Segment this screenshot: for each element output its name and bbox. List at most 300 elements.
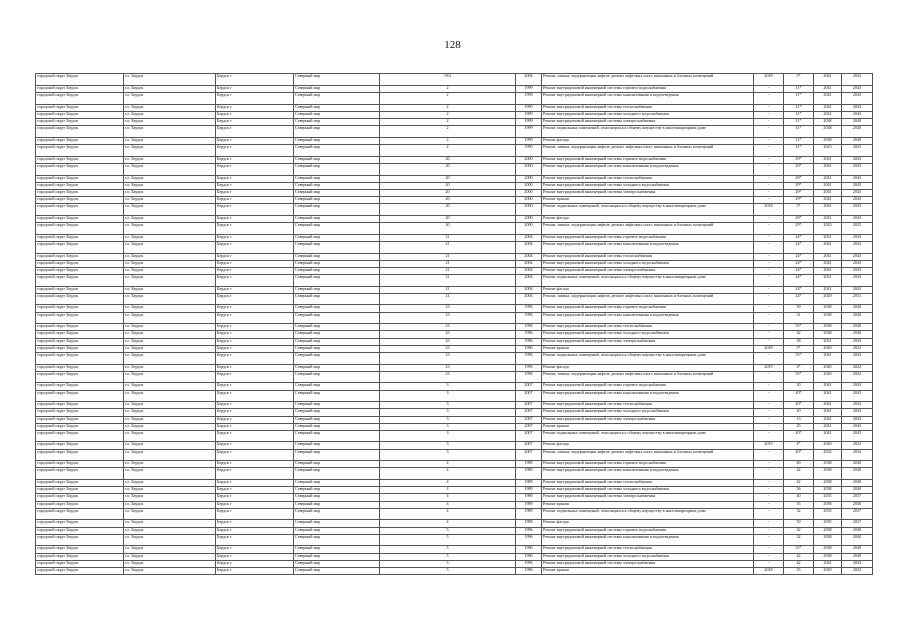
table-body bbox=[36, 74, 873, 575]
cell-street: Северный мкр bbox=[294, 345, 380, 352]
cell-house: 5 bbox=[380, 560, 516, 567]
cell-street: Северный мкр bbox=[294, 137, 380, 144]
table-row bbox=[36, 371, 873, 383]
cell-plan-end: 2043 bbox=[842, 260, 873, 267]
cell-year: 1999 bbox=[516, 111, 542, 118]
cell-settlement: г.о. Бердск bbox=[124, 520, 216, 527]
cell-wear: 31 bbox=[784, 312, 814, 324]
cell-plan-end: 2025 bbox=[842, 222, 873, 234]
cell-done-year: - bbox=[754, 286, 784, 293]
cell-year: 1989 bbox=[516, 487, 542, 494]
cell-municipality: городской округ Бердск bbox=[36, 409, 124, 416]
cell-done-year: - bbox=[754, 461, 784, 468]
cell-house: 3 bbox=[380, 423, 516, 430]
cell-plan-start: 2041 bbox=[814, 74, 842, 86]
cell-done-year: - bbox=[754, 215, 784, 222]
table-row bbox=[36, 312, 873, 324]
cell-plan-start: 2041 bbox=[814, 338, 842, 345]
cell-street: Северный мкр bbox=[294, 293, 380, 305]
cell-wear: 35 bbox=[784, 567, 814, 574]
cell-year: 2004 bbox=[516, 74, 542, 86]
cell-wear: 31* bbox=[784, 125, 814, 137]
cell-plan-end: 2040 bbox=[842, 137, 873, 144]
cell-street: Северный мкр bbox=[294, 331, 380, 338]
cell-plan-start: 2041 bbox=[814, 189, 842, 196]
cell-year: 2000 bbox=[516, 189, 542, 196]
cell-municipality: городской округ Бердск bbox=[36, 461, 124, 468]
cell-settlement: г.о. Бердск bbox=[124, 137, 216, 144]
cell-wear: 42 bbox=[784, 468, 814, 480]
cell-municipality: городской округ Бердск bbox=[36, 371, 124, 383]
cell-work-type: Ремонт внутридомовой инженерной системы теплоснабжения bbox=[542, 175, 754, 182]
cell-work-type: Ремонт внутридомовой инженерной системы канализования и водоотведения bbox=[542, 534, 754, 546]
cell-year: 1999 bbox=[516, 104, 542, 111]
cell-settlement: г.о. Бердск bbox=[124, 293, 216, 305]
table-row bbox=[36, 501, 873, 508]
cell-wear: 24* bbox=[784, 293, 814, 305]
cell-settlement: г.о. Бердск bbox=[124, 560, 216, 567]
cell-work-type: Ремонт фасада bbox=[542, 286, 754, 293]
cell-locality: Бердск г bbox=[216, 423, 294, 430]
table-row bbox=[36, 267, 873, 274]
cell-wear: 20* bbox=[784, 390, 814, 402]
cell-street: Северный мкр bbox=[294, 560, 380, 567]
cell-done-year: - bbox=[754, 546, 784, 553]
cell-year: 1996 bbox=[516, 553, 542, 560]
cell-done-year: - bbox=[754, 144, 784, 156]
cell-work-type: Ремонт внутридомовой инженерной системы канализования и водоотведения bbox=[542, 390, 754, 402]
cell-house: 4 bbox=[380, 487, 516, 494]
table-row bbox=[36, 215, 873, 222]
cell-plan-start: 2038 bbox=[814, 305, 842, 312]
cell-done-year: - bbox=[754, 253, 784, 260]
table-row bbox=[36, 274, 873, 286]
cell-settlement: г.о. Бердск bbox=[124, 111, 216, 118]
cell-municipality: городской округ Бердск bbox=[36, 508, 124, 520]
cell-locality: Бердск г bbox=[216, 364, 294, 371]
cell-street: Северный мкр bbox=[294, 111, 380, 118]
cell-plan-end: 2040 bbox=[842, 312, 873, 324]
cell-locality: Бердск г bbox=[216, 215, 294, 222]
table-row bbox=[36, 125, 873, 137]
cell-municipality: городской округ Бердск bbox=[36, 125, 124, 137]
cell-year: 2000 bbox=[516, 203, 542, 215]
cell-done-year: - bbox=[754, 423, 784, 430]
cell-wear: 50 bbox=[784, 520, 814, 527]
cell-done-year: - bbox=[754, 104, 784, 111]
cell-plan-start: 2041 bbox=[814, 267, 842, 274]
cell-plan-end: 2043 bbox=[842, 267, 873, 274]
cell-plan-end: 2037 bbox=[842, 508, 873, 520]
cell-done-year: - bbox=[754, 241, 784, 253]
cell-street: Северный мкр bbox=[294, 487, 380, 494]
cell-wear: 4* bbox=[784, 442, 814, 449]
cell-work-type: Ремонт внутридомовой инженерной системы теплоснабжения bbox=[542, 104, 754, 111]
cell-wear: 24* bbox=[784, 274, 814, 286]
cell-work-type: Ремонт внутридомовой инженерной системы теплоснабжения bbox=[542, 480, 754, 487]
cell-plan-start: 2038 bbox=[814, 527, 842, 534]
cell-work-type: Ремонт подвальных помещений, относящихся к общему имуществу в многоквартирном доме bbox=[542, 508, 754, 520]
cell-settlement: г.о. Бердск bbox=[124, 534, 216, 546]
cell-locality: Бердск г bbox=[216, 241, 294, 253]
cell-done-year: - bbox=[754, 520, 784, 527]
cell-house: 20 bbox=[380, 196, 516, 203]
cell-street: Северный мкр bbox=[294, 527, 380, 534]
cell-year: 1996 bbox=[516, 305, 542, 312]
cell-locality: Бердск г bbox=[216, 527, 294, 534]
cell-locality: Бердск г bbox=[216, 546, 294, 553]
table-row bbox=[36, 305, 873, 312]
cell-settlement: г.о. Бердск bbox=[124, 156, 216, 163]
table-row bbox=[36, 468, 873, 480]
cell-street: Северный мкр bbox=[294, 92, 380, 104]
cell-plan-start: 2035 bbox=[814, 520, 842, 527]
cell-municipality: городской округ Бердск bbox=[36, 312, 124, 324]
cell-plan-start: 2038 bbox=[814, 534, 842, 546]
cell-work-type: Ремонт внутридомовой инженерной системы холодного водоснабжения bbox=[542, 111, 754, 118]
cell-house: 3 bbox=[380, 430, 516, 442]
cell-municipality: городской округ Бердск bbox=[36, 156, 124, 163]
cell-work-type: Ремонт крыши bbox=[542, 345, 754, 352]
cell-plan-start: 2041 bbox=[814, 423, 842, 430]
cell-done-year: - bbox=[754, 390, 784, 402]
cell-street: Северный мкр bbox=[294, 222, 380, 234]
cell-plan-start: 2029 bbox=[814, 293, 842, 305]
cell-work-type: Ремонт, замена, модернизация лифтов, ремонт лифтовых шахт, машинных и блочных помещений bbox=[542, 222, 754, 234]
cell-year: 1999 bbox=[516, 118, 542, 125]
cell-year: 1999 bbox=[516, 92, 542, 104]
cell-wear: 29* bbox=[784, 156, 814, 163]
cell-wear: 5* bbox=[784, 74, 814, 86]
cell-street: Северный мкр bbox=[294, 442, 380, 449]
cell-street: Северный мкр bbox=[294, 260, 380, 267]
cell-municipality: городской округ Бердск bbox=[36, 267, 124, 274]
cell-street: Северный мкр bbox=[294, 274, 380, 286]
cell-done-year: - bbox=[754, 182, 784, 189]
cell-done-year: - bbox=[754, 324, 784, 331]
cell-year: 2004 bbox=[516, 253, 542, 260]
cell-plan-end: 2043 bbox=[842, 196, 873, 203]
cell-settlement: г.о. Бердск bbox=[124, 163, 216, 175]
cell-work-type: Ремонт фасада bbox=[542, 364, 754, 371]
cell-locality: Бердск г bbox=[216, 182, 294, 189]
cell-settlement: г.о. Бердск bbox=[124, 241, 216, 253]
cell-street: Северный мкр bbox=[294, 312, 380, 324]
cell-locality: Бердск г bbox=[216, 371, 294, 383]
cell-done-year: 2018 bbox=[754, 203, 784, 215]
cell-work-type: Ремонт внутридомовой инженерной системы горячего водоснабжения bbox=[542, 461, 754, 468]
cell-street: Северный мкр bbox=[294, 267, 380, 274]
cell-done-year: - bbox=[754, 274, 784, 286]
cell-house: 21 bbox=[380, 267, 516, 274]
cell-wear: 42 bbox=[784, 527, 814, 534]
cell-house: 2 bbox=[380, 137, 516, 144]
table-row bbox=[36, 92, 873, 104]
cell-settlement: г.о. Бердск bbox=[124, 487, 216, 494]
cell-settlement: г.о. Бердск bbox=[124, 449, 216, 461]
cell-done-year: - bbox=[754, 534, 784, 546]
cell-work-type: Ремонт внутридомовой инженерной системы холодного водоснабжения bbox=[542, 487, 754, 494]
cell-work-type: Ремонт подвальных помещений, относящихся к общему имуществу в многоквартирном доме bbox=[542, 430, 754, 442]
cell-plan-end: 2022 bbox=[842, 442, 873, 449]
cell-house: 3 bbox=[380, 409, 516, 416]
cell-municipality: городской округ Бердск bbox=[36, 383, 124, 390]
cell-street: Северный мкр bbox=[294, 163, 380, 175]
cell-locality: Бердск г bbox=[216, 390, 294, 402]
cell-house: 23 bbox=[380, 324, 516, 331]
cell-municipality: городской округ Бердск bbox=[36, 175, 124, 182]
cell-done-year: - bbox=[754, 553, 784, 560]
cell-done-year: - bbox=[754, 156, 784, 163]
cell-plan-start: 2041 bbox=[814, 286, 842, 293]
cell-done-year: - bbox=[754, 480, 784, 487]
cell-done-year: - bbox=[754, 196, 784, 203]
cell-settlement: г.о. Бердск bbox=[124, 494, 216, 501]
cell-house: 2 bbox=[380, 118, 516, 125]
cell-locality: Бердск г bbox=[216, 324, 294, 331]
cell-plan-start: 2041 bbox=[814, 430, 842, 442]
cell-locality: Бердск г bbox=[216, 501, 294, 508]
cell-done-year: - bbox=[754, 111, 784, 118]
cell-settlement: г.о. Бердск bbox=[124, 234, 216, 241]
cell-wear: 31* bbox=[784, 104, 814, 111]
cell-plan-end: 2043 bbox=[842, 352, 873, 364]
cell-locality: Бердск г bbox=[216, 338, 294, 345]
cell-work-type: Ремонт крыши bbox=[542, 423, 754, 430]
cell-house: 4 bbox=[380, 501, 516, 508]
cell-wear: 35* bbox=[784, 352, 814, 364]
table-row bbox=[36, 163, 873, 175]
cell-plan-end: 2043 bbox=[842, 175, 873, 182]
cell-plan-start: 2038 bbox=[814, 125, 842, 137]
cell-wear: 30 bbox=[784, 383, 814, 390]
cell-street: Северный мкр bbox=[294, 286, 380, 293]
cell-work-type: Ремонт внутридомовой инженерной системы холодного водоснабжения bbox=[542, 182, 754, 189]
cell-work-type: Ремонт внутридомовой инженерной системы канализования и водоотведения bbox=[542, 468, 754, 480]
cell-done-year: - bbox=[754, 487, 784, 494]
cell-municipality: городской округ Бердск bbox=[36, 305, 124, 312]
cell-settlement: г.о. Бердск bbox=[124, 189, 216, 196]
cell-wear: 29* bbox=[784, 222, 814, 234]
cell-municipality: городской округ Бердск bbox=[36, 480, 124, 487]
cell-settlement: г.о. Бердск bbox=[124, 196, 216, 203]
cell-settlement: г.о. Бердск bbox=[124, 203, 216, 215]
cell-house: 21 bbox=[380, 274, 516, 286]
cell-plan-end: 2040 bbox=[842, 118, 873, 125]
cell-locality: Бердск г bbox=[216, 196, 294, 203]
cell-street: Северный мкр bbox=[294, 253, 380, 260]
cell-settlement: г.о. Бердск bbox=[124, 324, 216, 331]
table-row bbox=[36, 534, 873, 546]
cell-plan-start: 2020 bbox=[814, 364, 842, 371]
cell-plan-end: 2043 bbox=[842, 163, 873, 175]
cell-municipality: городской округ Бердск bbox=[36, 74, 124, 86]
cell-year: 2007 bbox=[516, 423, 542, 430]
cell-municipality: городской округ Бердск bbox=[36, 222, 124, 234]
cell-municipality: городской округ Бердск bbox=[36, 487, 124, 494]
cell-house: 23 bbox=[380, 364, 516, 371]
cell-locality: Бердск г bbox=[216, 383, 294, 390]
cell-locality: Бердск г bbox=[216, 111, 294, 118]
cell-locality: Бердск г bbox=[216, 293, 294, 305]
cell-street: Северный мкр bbox=[294, 144, 380, 156]
cell-done-year: - bbox=[754, 331, 784, 338]
cell-house: 23 bbox=[380, 352, 516, 364]
cell-plan-start: 2041 bbox=[814, 409, 842, 416]
cell-plan-start: 2041 bbox=[814, 215, 842, 222]
cell-plan-start: 2041 bbox=[814, 402, 842, 409]
cell-municipality: городской округ Бердск bbox=[36, 324, 124, 331]
cell-street: Северный мкр bbox=[294, 203, 380, 215]
cell-work-type: Ремонт, замена, модернизация лифтов, ремонт лифтовых шахт, машинных и блочных помещений bbox=[542, 449, 754, 461]
cell-done-year: - bbox=[754, 260, 784, 267]
cell-settlement: г.о. Бердск bbox=[124, 345, 216, 352]
table-row bbox=[36, 487, 873, 494]
cell-done-year: - bbox=[754, 85, 784, 92]
cell-done-year: - bbox=[754, 508, 784, 520]
cell-plan-start: 2038 bbox=[814, 501, 842, 508]
cell-done-year: - bbox=[754, 416, 784, 423]
table-row bbox=[36, 527, 873, 534]
cell-settlement: г.о. Бердск bbox=[124, 527, 216, 534]
table-row bbox=[36, 430, 873, 442]
cell-work-type: Ремонт внутридомовой инженерной системы горячего водоснабжения bbox=[542, 85, 754, 92]
cell-done-year: - bbox=[754, 137, 784, 144]
cell-house: 2 bbox=[380, 85, 516, 92]
cell-done-year: - bbox=[754, 430, 784, 442]
cell-plan-end: 2043 bbox=[842, 104, 873, 111]
cell-wear: 4* bbox=[784, 364, 814, 371]
cell-street: Северный мкр bbox=[294, 104, 380, 111]
cell-plan-end: 2040 bbox=[842, 487, 873, 494]
cell-locality: Бердск г bbox=[216, 253, 294, 260]
cell-house: 3 bbox=[380, 402, 516, 409]
cell-house: 3 bbox=[380, 449, 516, 461]
cell-house: 20 bbox=[380, 189, 516, 196]
cell-locality: Бердск г bbox=[216, 430, 294, 442]
cell-work-type: Ремонт внутридомовой инженерной системы теплоснабжения bbox=[542, 546, 754, 553]
cell-wear: 35* bbox=[784, 546, 814, 553]
cell-work-type: Ремонт внутридомовой инженерной системы электроснабжения bbox=[542, 338, 754, 345]
table-row bbox=[36, 293, 873, 305]
cell-plan-end: 2043 bbox=[842, 92, 873, 104]
cell-done-year: 2019 bbox=[754, 442, 784, 449]
cell-wear: 29* bbox=[784, 182, 814, 189]
cell-settlement: г.о. Бердск bbox=[124, 468, 216, 480]
cell-locality: Бердск г bbox=[216, 553, 294, 560]
cell-locality: Бердск г bbox=[216, 118, 294, 125]
cell-work-type: Ремонт, замена, модернизация лифтов, ремонт лифтовых шахт, машинных и блочных помещений bbox=[542, 371, 754, 383]
cell-year: 1996 bbox=[516, 371, 542, 383]
cell-municipality: городской округ Бердск bbox=[36, 253, 124, 260]
table-row bbox=[36, 260, 873, 267]
cell-street: Северный мкр bbox=[294, 383, 380, 390]
cell-house: 20 bbox=[380, 222, 516, 234]
cell-wear: 35* bbox=[784, 371, 814, 383]
cell-year: 1989 bbox=[516, 480, 542, 487]
cell-street: Северный мкр bbox=[294, 118, 380, 125]
table-row bbox=[36, 494, 873, 501]
cell-house: 20 bbox=[380, 175, 516, 182]
cell-wear: 40 bbox=[784, 494, 814, 501]
cell-street: Северный мкр bbox=[294, 534, 380, 546]
cell-year: 2007 bbox=[516, 402, 542, 409]
table-row bbox=[36, 196, 873, 203]
cell-plan-end: 2043 bbox=[842, 182, 873, 189]
cell-wear: 42 bbox=[784, 553, 814, 560]
cell-street: Северный мкр bbox=[294, 305, 380, 312]
cell-plan-start: 2020 bbox=[814, 371, 842, 383]
cell-done-year: - bbox=[754, 175, 784, 182]
cell-plan-end: 2037 bbox=[842, 520, 873, 527]
cell-wear: 24* bbox=[784, 260, 814, 267]
cell-municipality: городской округ Бердск bbox=[36, 137, 124, 144]
cell-house: 23 bbox=[380, 345, 516, 352]
cell-plan-start: 2041 bbox=[814, 111, 842, 118]
cell-year: 1999 bbox=[516, 144, 542, 156]
cell-plan-start: 2041 bbox=[814, 352, 842, 364]
cell-municipality: городской округ Бердск bbox=[36, 241, 124, 253]
cell-house: 19/2 bbox=[380, 74, 516, 86]
cell-house: 4 bbox=[380, 468, 516, 480]
cell-year: 2004 bbox=[516, 267, 542, 274]
cell-locality: Бердск г bbox=[216, 234, 294, 241]
cell-settlement: г.о. Бердск bbox=[124, 553, 216, 560]
cell-settlement: г.о. Бердск bbox=[124, 508, 216, 520]
cell-house: 23 bbox=[380, 338, 516, 345]
cell-year: 1989 bbox=[516, 494, 542, 501]
cell-street: Северный мкр bbox=[294, 241, 380, 253]
cell-work-type: Ремонт крыши bbox=[542, 567, 754, 574]
cell-street: Северный мкр bbox=[294, 553, 380, 560]
cell-plan-start: 2041 bbox=[814, 203, 842, 215]
cell-plan-end: 2043 bbox=[842, 338, 873, 345]
cell-locality: Бердск г bbox=[216, 104, 294, 111]
cell-house: 2 bbox=[380, 92, 516, 104]
cell-plan-end: 2040 bbox=[842, 527, 873, 534]
table-row bbox=[36, 442, 873, 449]
cell-settlement: г.о. Бердск bbox=[124, 118, 216, 125]
cell-plan-end: 2040 bbox=[842, 331, 873, 338]
cell-year: 2004 bbox=[516, 286, 542, 293]
cell-work-type: Ремонт внутридомовой инженерной системы холодного водоснабжения bbox=[542, 260, 754, 267]
cell-wear: 42 bbox=[784, 331, 814, 338]
cell-house: 3 bbox=[380, 442, 516, 449]
cell-year: 2004 bbox=[516, 260, 542, 267]
cell-work-type: Ремонт фасада bbox=[542, 215, 754, 222]
cell-settlement: г.о. Бердск bbox=[124, 338, 216, 345]
cell-work-type: Ремонт внутридомовой инженерной системы холодного водоснабжения bbox=[542, 553, 754, 560]
cell-municipality: городской округ Бердск bbox=[36, 85, 124, 92]
cell-plan-start: 2038 bbox=[814, 468, 842, 480]
cell-street: Северный мкр bbox=[294, 175, 380, 182]
cell-locality: Бердск г bbox=[216, 312, 294, 324]
cell-locality: Бердск г bbox=[216, 487, 294, 494]
cell-locality: Бердск г bbox=[216, 125, 294, 137]
table-row bbox=[36, 390, 873, 402]
cell-done-year: - bbox=[754, 222, 784, 234]
cell-house: 2 bbox=[380, 144, 516, 156]
cell-plan-start: 2038 bbox=[814, 331, 842, 338]
cell-work-type: Ремонт крыши bbox=[542, 196, 754, 203]
cell-street: Северный мкр bbox=[294, 480, 380, 487]
cell-locality: Бердск г bbox=[216, 461, 294, 468]
cell-plan-end: 2043 bbox=[842, 215, 873, 222]
cell-plan-start: 2020 bbox=[814, 567, 842, 574]
cell-settlement: г.о. Бердск bbox=[124, 461, 216, 468]
cell-locality: Бердск г bbox=[216, 175, 294, 182]
table-row bbox=[36, 222, 873, 234]
